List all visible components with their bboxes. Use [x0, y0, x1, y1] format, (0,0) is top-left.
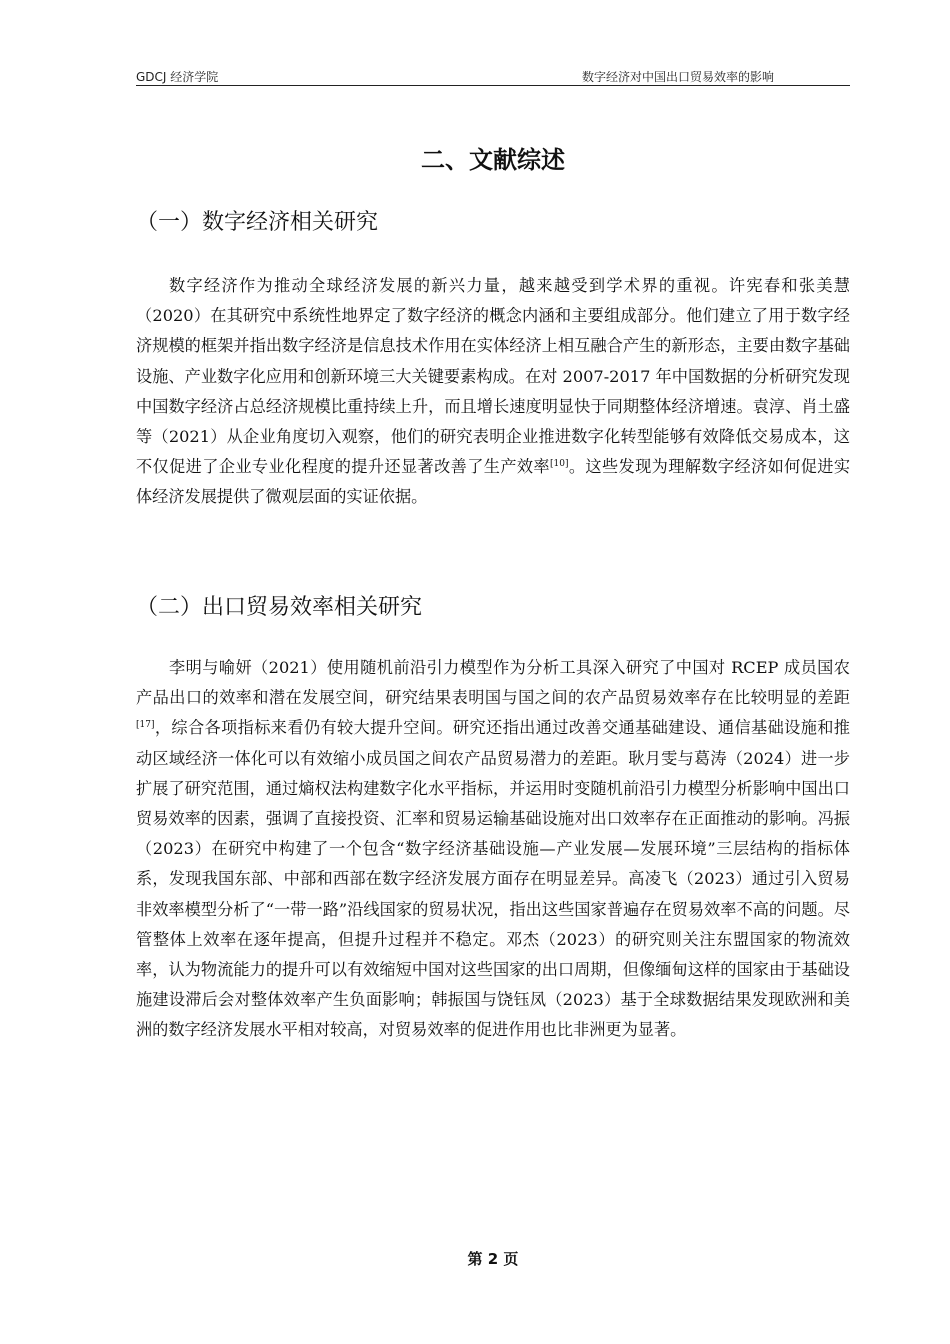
paragraph-text: ，综合各项指标来看仍有较大提升空间。研究还指出通过改善交通基础建设、通信基础设施和推动区域经济一体化可以有效缩小成员国之间农产品贸易潜力的差距。耿月雯与葛涛（2024）进一步扩展了研究范围，通过熵权法构建数字化水平指标，并运用时变随机前沿引力模型分析影响中国出口贸易效率的因素，强调了直接投资、汇率和贸易运输基础设施对出口效率存在正面推动的影响。冯振（2023）在研究中构建了一个包含“数字经济基础设施—产业发展—发展环境”三层结构的指标体系，发现我国东部、中部和西部在数字经济发展方面存在明显差异。高凌飞（2023）通过引入贸易非效率模型分析了“一带一路”沿线国家的贸易状况，指出这些国家普遍存在贸易效率不高的问题。尽管整体上效率在逐年提高，但提升过程并不稳定。邓杰（2023）的研究则关注东盟国家的物流效率，认为物流能力的提升可以有效缩短中国对这些国家的出口周期，但像缅甸这样的国家由于基础设施建设滞后会对整体效率产生负面影响；韩振国与饶钰凤（2023）基于全球数据结果发现欧洲和美洲的数字经济发展水平相对较高，对贸易效率的促进作用也比非洲更为显著。 — [136, 718, 850, 1040]
section-heading-digital-economy: （一）数字经济相关研究 — [136, 210, 379, 235]
paragraph-export-efficiency — [136, 653, 850, 1046]
header-thesis-title: 数字经济对中国出口贸易效率的影响 — [581, 70, 774, 84]
page-number: 第 2 页 — [467, 1250, 519, 1268]
header-institution: GDCJ 经济学院 — [136, 70, 219, 84]
paragraph-text: 数字经济作为推动全球经济发展的新兴力量，越来越受到学术界的重视。许宪春和张美慧（2020）在其研究中系统性地界定了数字经济的概念内涵和主要组成部分。他们建立了用于数字经济规模的框架并指出数字经济是信息技术作用在实体经济上相互融合产生的新形态，主要由数字基础设施、产业数字化应用和创新环境三大关键要素构成。在对 2007-2017 年中国数据的分析研究发现中国数字经济占总经济规模比重持续上升，而且增长速度明显快于同期整体经济增速。袁淳、肖土盛等（2021）从企业角度切入观察，他们的研究表明企业推进数字化转型能够有效降低交易成本，这不仅促进了企业专业化程度的提升还显著改善了生产效率 — [136, 276, 850, 477]
running-header — [136, 67, 850, 86]
citation-ref: [17] — [136, 720, 155, 731]
citation-ref: [10] — [550, 459, 569, 470]
paragraph-text: 李明与喻妍（2021）使用随机前沿引力模型作为分析工具深入研究了中国对 RCEP 成员国农产品出口的效率和潜在发展空间，研究结果表明国与国之间的农产品贸易效率存在比较明显的差距 — [136, 658, 850, 708]
section-heading-export-efficiency: （二）出口贸易效率相关研究 — [136, 595, 423, 620]
chapter-title: 二、文献综述 — [421, 146, 565, 174]
paragraph-text: 。这些发现为理解数字经济如何促进实体经济发展提供了微观层面的实证依据。 — [136, 457, 851, 507]
paragraph-digital-economy — [136, 271, 850, 513]
